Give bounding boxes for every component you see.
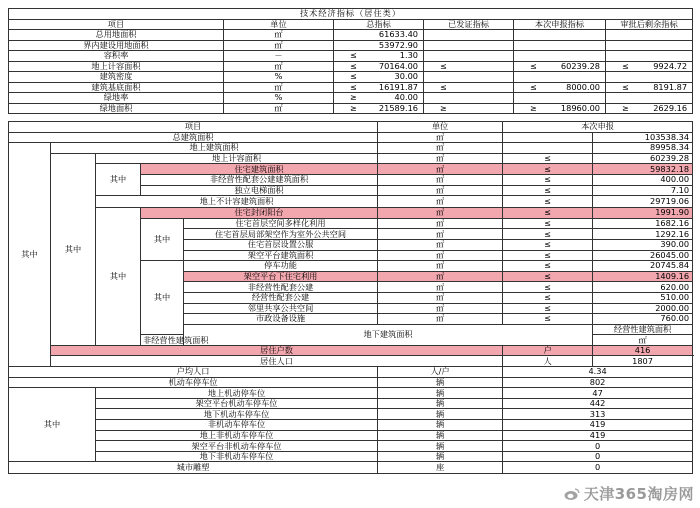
row-unit: ㎡ <box>224 103 334 114</box>
row-label: 经营性配套公建 <box>184 292 378 303</box>
row-value: 26045.00 <box>593 250 693 261</box>
row-apply <box>514 82 606 93</box>
row-label: 地上非机动车停车位 <box>96 430 378 441</box>
row-op: ≤ <box>503 185 593 196</box>
row-unit: ㎡ <box>378 208 503 219</box>
row-unit: 辆 <box>378 451 503 462</box>
table-row <box>9 345 693 356</box>
watermark-text: 天津365淘房网 <box>583 485 694 503</box>
table-row <box>9 30 693 41</box>
row-unit: 辆 <box>378 398 503 409</box>
row-value: 89958.34 <box>593 143 693 154</box>
row-op: ≤ <box>503 164 593 175</box>
row-total <box>334 61 424 72</box>
table-row <box>9 398 693 409</box>
row-unit: ㎡ <box>224 82 334 93</box>
row-issued <box>424 72 514 83</box>
table-row <box>9 377 693 388</box>
comparison-op: ≤ <box>530 81 537 92</box>
row-issued <box>424 82 514 93</box>
row-value: 7.10 <box>593 185 693 196</box>
row-unit: ㎡ <box>378 303 503 314</box>
table-row <box>9 356 693 367</box>
row-unit: － <box>224 51 334 62</box>
col-header-unit: 单位 <box>224 19 334 30</box>
row-op: ≤ <box>503 282 593 293</box>
value: 16191.87 <box>378 81 418 92</box>
table-row <box>9 367 693 378</box>
table-row <box>9 451 693 462</box>
value: 18960.00 <box>560 102 600 113</box>
value: 40.00 <box>394 92 418 103</box>
row-label: 地上机动停车位 <box>96 388 378 399</box>
row-label: 住宅首层局部架空作为室外公共空间 <box>184 229 378 240</box>
row-total <box>334 40 424 51</box>
row-value: 20745.84 <box>593 261 693 272</box>
row-unit: 人/户 <box>378 367 503 378</box>
row-value: 390.00 <box>593 239 693 250</box>
row-unit: 辆 <box>378 377 503 388</box>
table-row <box>9 153 693 164</box>
row-value: 1991.90 <box>593 208 693 219</box>
row-total <box>334 72 424 83</box>
row-unit: 辆 <box>378 420 503 431</box>
row-unit: % <box>224 93 334 104</box>
row-op <box>503 143 593 154</box>
row-total <box>334 103 424 114</box>
comparison-op: ≥ <box>350 102 357 113</box>
row-remaining <box>606 40 693 51</box>
group-label: 其中 <box>9 388 96 462</box>
value: 21589.16 <box>378 102 418 113</box>
row-value: 442 <box>503 398 693 409</box>
row-value: 60239.28 <box>593 153 693 164</box>
value: 2629.16 <box>653 102 688 113</box>
comparison-op: ≤ <box>622 60 629 71</box>
row-label: 地下建筑面积 <box>184 324 593 345</box>
row-op: ≤ <box>503 314 593 325</box>
row-remaining <box>606 61 693 72</box>
row-label: 非机动车停车位 <box>96 420 378 431</box>
table-row <box>9 409 693 420</box>
row-label: 总用地面积 <box>9 30 224 41</box>
comparison-op: ≥ <box>440 102 447 113</box>
row-value: 1682.16 <box>593 218 693 229</box>
row-label: 地上计容面积 <box>96 153 378 164</box>
col-header-issued: 已发证指标 <box>424 19 514 30</box>
row-apply <box>514 93 606 104</box>
row-unit: 辆 <box>378 441 503 452</box>
row-unit: 辆 <box>378 409 503 420</box>
row-apply <box>514 61 606 72</box>
row-unit: ㎡ <box>378 218 503 229</box>
group-label: 其中 <box>9 143 51 367</box>
row-total <box>334 82 424 93</box>
row-unit: ㎡ <box>224 30 334 41</box>
row-unit: 人 <box>503 356 593 367</box>
row-unit: ㎡ <box>224 40 334 51</box>
table-row <box>9 441 693 452</box>
table-row <box>9 51 693 62</box>
col-header-item: 项目 <box>9 19 224 30</box>
row-label: 居住户数 <box>51 345 503 356</box>
row-total <box>334 93 424 104</box>
row-unit: ㎡ <box>378 229 503 240</box>
row-unit: ㎡ <box>378 185 503 196</box>
declaration-detail-table <box>8 121 693 474</box>
row-label: 架空平台建筑面积 <box>184 250 378 261</box>
row-apply <box>514 51 606 62</box>
row-unit: ㎡ <box>593 335 693 346</box>
row-value: 419 <box>503 430 693 441</box>
tech-econ-indicator-table <box>8 8 693 114</box>
row-op <box>503 132 593 143</box>
row-op: ≤ <box>503 153 593 164</box>
group-label: 其中 <box>96 208 141 346</box>
row-label: 总建筑面积 <box>9 132 378 143</box>
comparison-op: ≤ <box>530 60 537 71</box>
row-op: ≤ <box>503 292 593 303</box>
row-unit: 户 <box>503 345 593 356</box>
row-value: 0 <box>503 451 693 462</box>
row-unit: ㎡ <box>378 132 503 143</box>
row-label: 住宅封闭阳台 <box>141 208 378 219</box>
row-issued <box>424 93 514 104</box>
row-label: 市政设备设施 <box>184 314 378 325</box>
row-total <box>334 51 424 62</box>
row-value: 760.00 <box>593 314 693 325</box>
row-label: 地下非机动车停车位 <box>96 451 378 462</box>
row-unit: ㎡ <box>378 153 503 164</box>
row-label: 停车功能 <box>184 261 378 272</box>
row-label: 架空平台下住宅利用 <box>184 271 378 282</box>
row-apply <box>514 103 606 114</box>
row-value: 4.34 <box>503 367 693 378</box>
col-header-item: 项目 <box>9 122 378 133</box>
table-row <box>9 82 693 93</box>
row-label: 住宅首层设置公服 <box>184 239 378 250</box>
table-row <box>9 72 693 83</box>
row-op: ≤ <box>503 261 593 272</box>
comparison-op: ≤ <box>350 60 357 71</box>
comparison-op: ≤ <box>440 81 447 92</box>
row-value: 103538.34 <box>593 132 693 143</box>
table-row <box>9 103 693 114</box>
table-row <box>9 430 693 441</box>
row-unit: 座 <box>378 462 503 474</box>
group-label: 其中 <box>51 153 96 345</box>
row-remaining <box>606 30 693 41</box>
row-unit: ㎡ <box>378 196 503 208</box>
row-value: 510.00 <box>593 292 693 303</box>
row-op: ≤ <box>503 239 593 250</box>
table-row <box>9 164 693 175</box>
row-unit: ㎡ <box>378 250 503 261</box>
row-value: 0 <box>503 441 693 452</box>
comparison-op: ≤ <box>440 60 447 71</box>
col-header-apply: 本次申报 <box>503 122 693 133</box>
row-op: ≤ <box>503 271 593 282</box>
row-unit: ㎡ <box>378 292 503 303</box>
table-row <box>9 61 693 72</box>
row-label: 地上不计容建筑面积 <box>96 196 378 208</box>
row-op: ≤ <box>503 229 593 240</box>
row-label: 地上计容面积 <box>9 61 224 72</box>
row-issued <box>424 51 514 62</box>
row-label: 绿地面积 <box>9 103 224 114</box>
row-unit: 辆 <box>378 388 503 399</box>
row-value: 419 <box>503 420 693 431</box>
group-label: 其中 <box>96 164 141 196</box>
row-op: ≤ <box>503 208 593 219</box>
comparison-op: ≤ <box>350 50 357 61</box>
row-op: ≤ <box>503 250 593 261</box>
row-issued <box>424 103 514 114</box>
row-op: ≤ <box>503 174 593 185</box>
row-value: 1409.16 <box>593 271 693 282</box>
col-header-apply: 本次申报指标 <box>514 19 606 30</box>
row-value: 1807 <box>593 356 693 367</box>
row-remaining <box>606 51 693 62</box>
row-label: 建筑密度 <box>9 72 224 83</box>
row-label: 绿地率 <box>9 93 224 104</box>
value: 70164.00 <box>378 60 418 71</box>
row-label: 经营性建筑面积 <box>593 324 693 335</box>
value: 61633.40 <box>378 29 418 40</box>
value: 9924.72 <box>653 60 688 71</box>
value: 60239.28 <box>560 60 600 71</box>
row-op: ≤ <box>503 218 593 229</box>
row-value: 29719.06 <box>593 196 693 208</box>
row-issued <box>424 40 514 51</box>
row-value: 59832.18 <box>593 164 693 175</box>
row-value: 416 <box>593 345 693 356</box>
row-unit: ㎡ <box>378 174 503 185</box>
row-unit: 辆 <box>378 430 503 441</box>
row-value: 400.00 <box>593 174 693 185</box>
comparison-op: ≥ <box>622 102 629 113</box>
group-label: 其中 <box>141 218 184 260</box>
row-label: 居住人口 <box>51 356 503 367</box>
table-row <box>9 132 693 143</box>
comparison-op: ≤ <box>350 81 357 92</box>
row-label: 建筑基底面积 <box>9 82 224 93</box>
value: 1.30 <box>399 50 418 61</box>
row-value: 620.00 <box>593 282 693 293</box>
row-apply <box>514 40 606 51</box>
row-unit: ㎡ <box>378 314 503 325</box>
row-value: 313 <box>503 409 693 420</box>
value: 53972.90 <box>378 39 418 50</box>
row-label: 地下机动车停车位 <box>96 409 378 420</box>
col-header-unit: 单位 <box>378 122 503 133</box>
row-unit: ㎡ <box>378 143 503 154</box>
group-label: 其中 <box>141 261 184 335</box>
row-unit: ㎡ <box>378 239 503 250</box>
row-unit: ㎡ <box>378 271 503 282</box>
row-issued <box>424 30 514 41</box>
row-apply <box>514 30 606 41</box>
comparison-op: ≤ <box>350 71 357 82</box>
row-label: 非经营性配套公建 <box>184 282 378 293</box>
value: 8191.87 <box>653 81 688 92</box>
row-remaining <box>606 72 693 83</box>
row-label: 地上建筑面积 <box>51 143 378 154</box>
row-label: 城市雕塑 <box>9 462 378 474</box>
row-value: 1292.16 <box>593 229 693 240</box>
table-row <box>9 208 693 219</box>
row-label: 住宅建筑面积 <box>141 164 378 175</box>
row-label: 户均人口 <box>9 367 378 378</box>
value: 8000.00 <box>566 81 600 92</box>
table-row <box>9 143 693 154</box>
row-value: 2000.00 <box>593 303 693 314</box>
row-label: 独立电梯面积 <box>141 185 378 196</box>
weibo-logo-icon <box>564 487 580 501</box>
table-row <box>9 462 693 474</box>
value: 30.00 <box>394 71 418 82</box>
row-apply <box>514 72 606 83</box>
table-row <box>9 388 693 399</box>
row-op: ≤ <box>503 303 593 314</box>
row-label: 住宅首层空间多样化利用 <box>184 218 378 229</box>
row-remaining <box>606 103 693 114</box>
row-unit: ㎡ <box>378 261 503 272</box>
row-total <box>334 30 424 41</box>
row-label: 架空平台机动车停车位 <box>96 398 378 409</box>
row-remaining <box>606 93 693 104</box>
table-title: 技术经济指标（居住类） <box>9 9 693 20</box>
table-row <box>9 40 693 51</box>
comparison-op: ≥ <box>350 92 357 103</box>
row-label: 界内建设用地面积 <box>9 40 224 51</box>
table-row <box>9 420 693 431</box>
row-label: 非经营性配套公建建筑面积 <box>141 174 378 185</box>
row-label: 机动车停车位 <box>9 377 378 388</box>
row-value: 802 <box>503 377 693 388</box>
row-value: 47 <box>503 388 693 399</box>
row-label: 非经营性建筑面积 <box>141 335 184 346</box>
row-value: 0 <box>503 462 693 474</box>
row-remaining <box>606 82 693 93</box>
row-unit: ㎡ <box>378 282 503 293</box>
comparison-op: ≥ <box>530 102 537 113</box>
row-issued <box>424 61 514 72</box>
row-unit: % <box>224 72 334 83</box>
comparison-op: ≤ <box>622 81 629 92</box>
row-op: ≤ <box>503 196 593 208</box>
row-unit: ㎡ <box>378 164 503 175</box>
watermark <box>564 483 694 504</box>
row-label: 架空平台非机动车停车位 <box>96 441 378 452</box>
col-header-remaining: 审批后剩余指标 <box>606 19 693 30</box>
row-label: 邻里共享公共空间 <box>184 303 378 314</box>
col-header-total: 总指标 <box>334 19 424 30</box>
table-row <box>9 196 693 208</box>
row-unit: ㎡ <box>224 61 334 72</box>
row-label: 容积率 <box>9 51 224 62</box>
table-row <box>9 93 693 104</box>
